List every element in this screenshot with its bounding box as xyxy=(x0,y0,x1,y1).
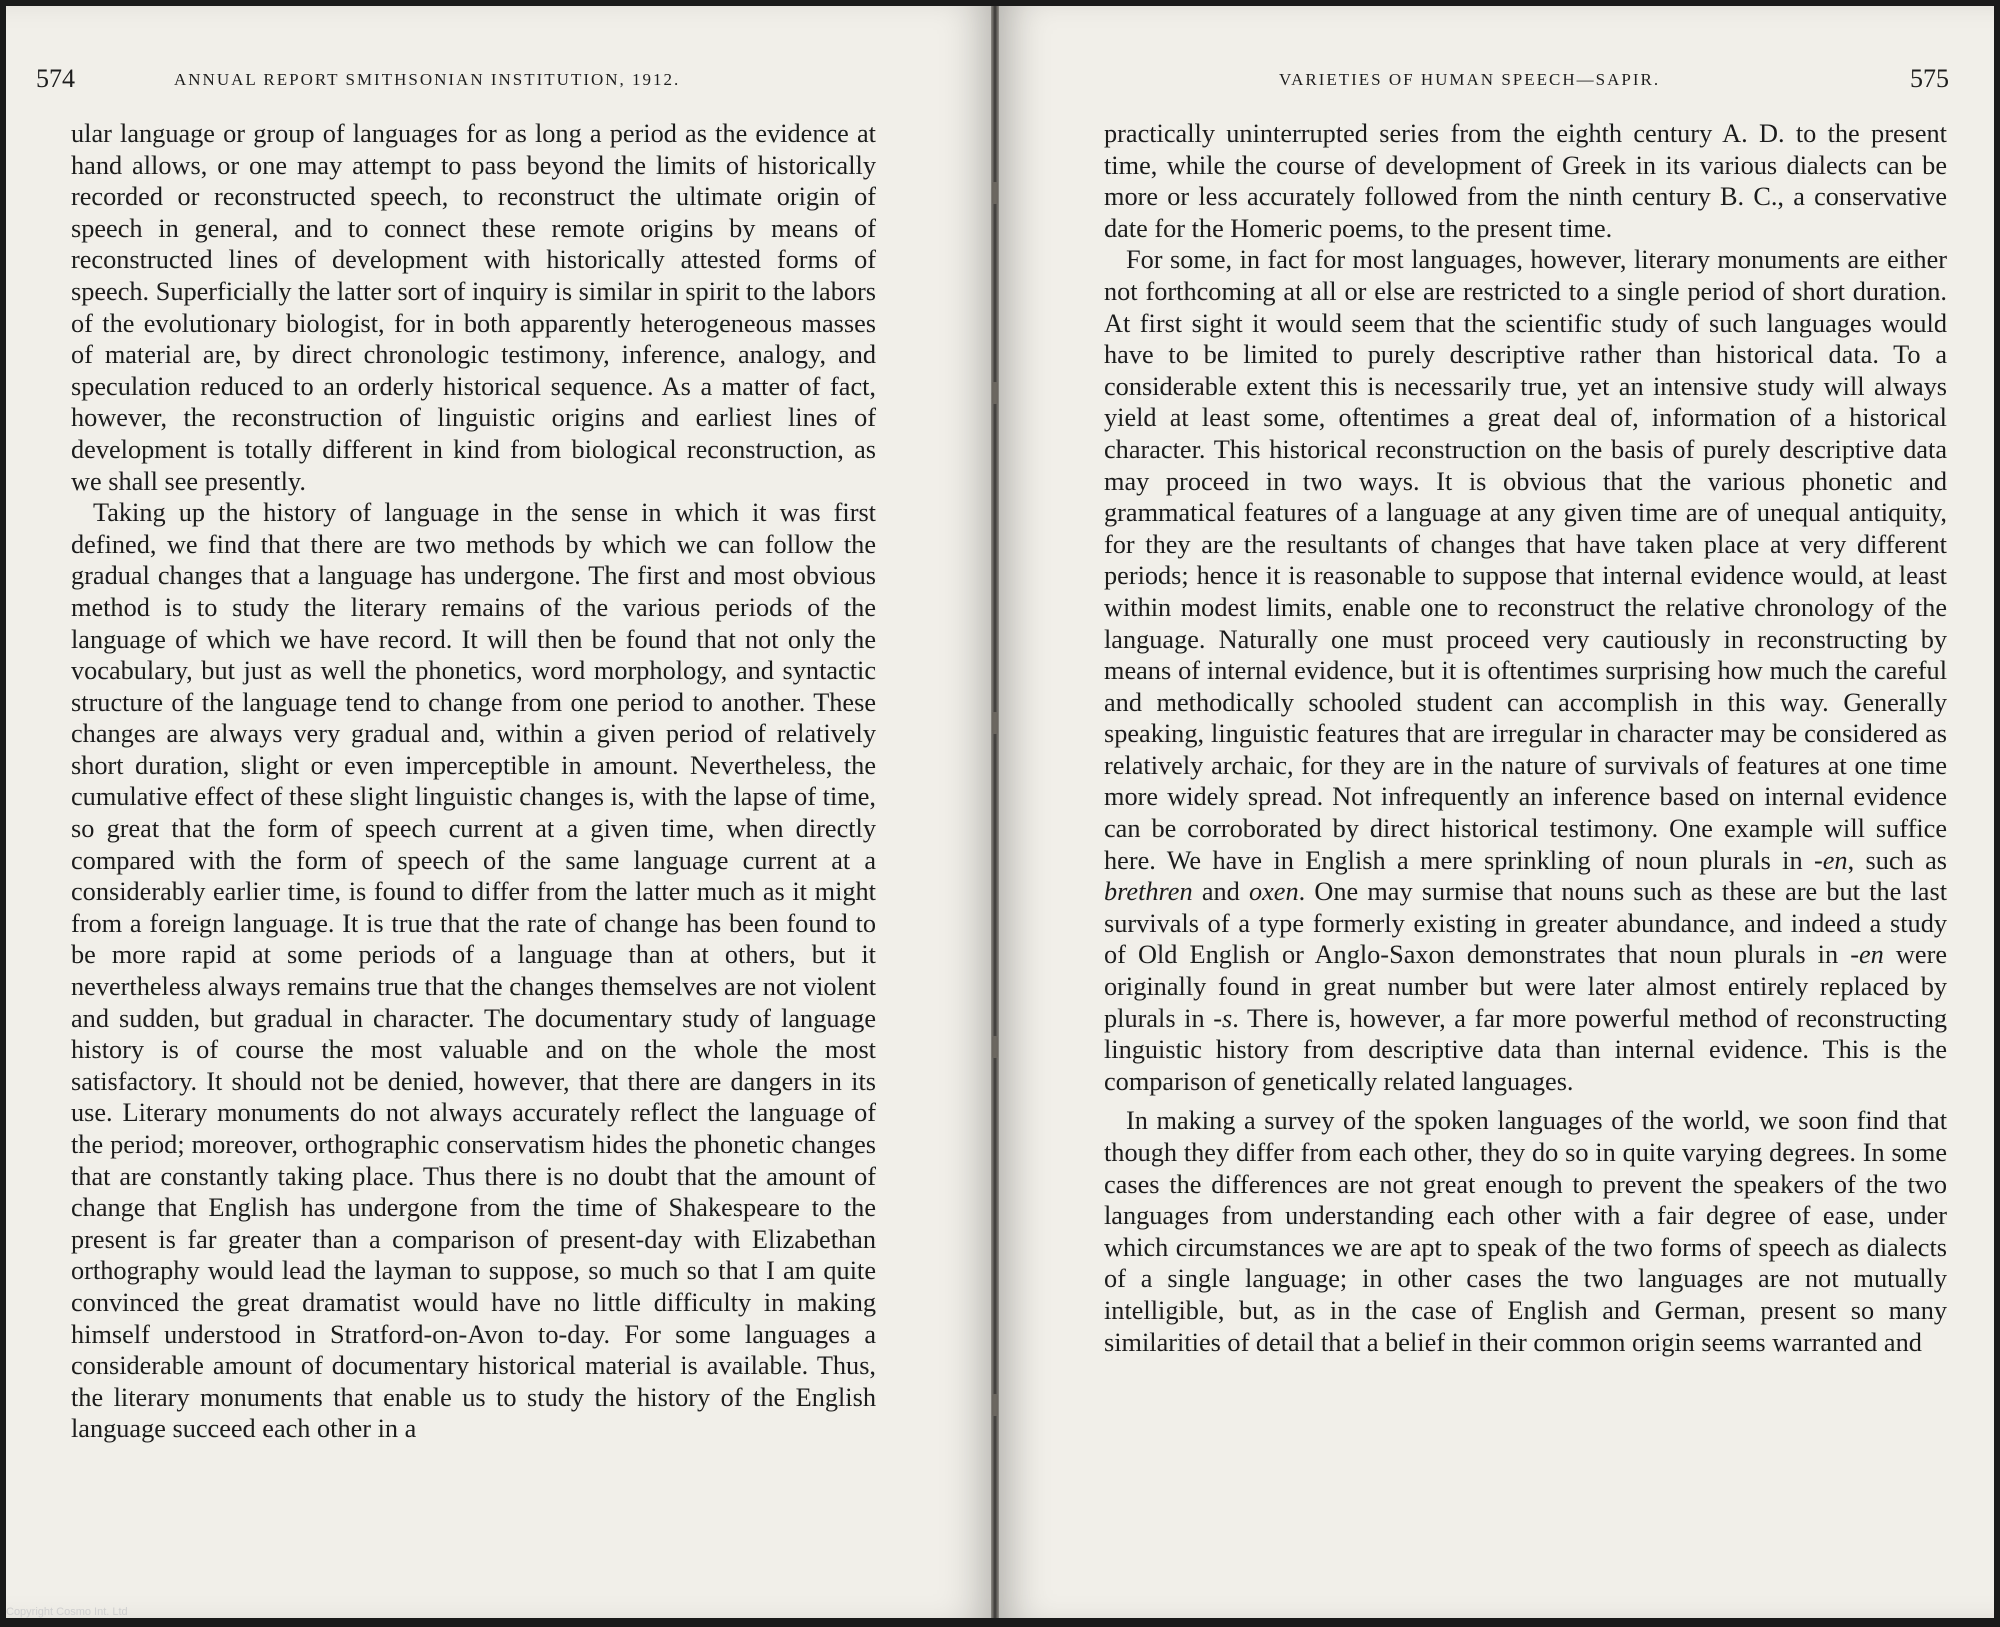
running-title-right: VARIETIES OF HUMAN SPEECH—SAPIR. xyxy=(1279,70,1661,89)
italic-suffix: -en xyxy=(1814,845,1848,875)
paragraph: ular language or group of languages for as long a period as the evidence at hand allows, or one may attempt to pass beyond the limits of historically recorded or reconstructed speech, to reconstruct the ultimate origin of speech in general, and to connect these remote origins by means of reconstructed lines of development with historically attested forms of speech. Superficially the latter sort of inquiry is similar in spirit to the labors of the evolutionary biologist, for in both apparently heterogeneous masses of material are, by direct chronologic testimony, inference, analogy, and speculation reduced to an orderly historical sequence. As a matter of fact, however, the reconstruction of linguistic origins and earliest lines of development is totally different in kind from biological reconstruction, as we shall see presently. xyxy=(71,119,876,496)
paragraph: In making a survey of the spoken languages of the world, we soon find that though they differ from each other, they do so in quite varying degrees. In some cases the differences are not great enough to prevent the speakers of the two languages from understanding each other with a fair degree of ease, under which circumstances we are apt to speak of the two forms of speech as dialects of a single language; in other cases the two languages are not mutually intelligible, but, as in the case of English and German, present so many similarities of detail that a belief in their common origin seems warranted and xyxy=(1104,1106,1947,1357)
book-gutter xyxy=(991,6,999,1618)
binding-stitch xyxy=(992,1036,998,1058)
binding-stitch xyxy=(992,1394,998,1416)
copyright-notice: Copyright Cosmo Int. Ltd xyxy=(6,1606,128,1618)
page-number-right: 575 xyxy=(1910,64,1949,93)
binding-stitch xyxy=(992,712,998,734)
italic-word: oxen xyxy=(1248,877,1299,907)
italic-word: brethren xyxy=(1104,877,1193,907)
italic-suffix: -s xyxy=(1213,1003,1233,1033)
left-page-text xyxy=(71,118,876,1445)
running-title-left: ANNUAL REPORT SMITHSONIAN INSTITUTION, 1912. xyxy=(174,70,681,89)
right-page xyxy=(999,6,1994,1618)
page-number-left: 574 xyxy=(36,64,75,93)
paragraph: practically uninterrupted series from the eighth century A. D. to the present time, while the course of development of Greek in its various dialects can be more or less accurately followed from the ninth century B. C., a conservative date for the Homeric poems, to the present time. xyxy=(1104,119,1947,243)
book-spread xyxy=(6,6,1994,1618)
left-page xyxy=(6,6,991,1618)
binding-stitch xyxy=(992,382,998,404)
binding-stitch xyxy=(992,182,998,204)
right-page-text xyxy=(1104,118,1947,1358)
paragraph: For some, in fact for most languages, however, literary monuments are either not forthcoming at all or else are restricted to a single period of short duration. At first sight it would seem that the scientific study of such languages would have to be limited to purely descriptive rather than historical data. To a considerable extent this is necessarily true, yet an intensive study will always yield at least some, oftentimes a great deal of, information of a historical character. This historical reconstruction on the basis of purely descriptive data may proceed in two ways. It is obvious that the various phonetic and grammatical features of a language at any given time are of unequal antiquity, for they are the resultants of changes that have taken place at very different periods; hence it is reasonable to suppose that internal evidence would, at least within modest limits, enable one to reconstruct the relative chronology of the language. Naturally one must proceed very cautiously in reconstructing by means of internal evidence, but it is oftentimes surprising how much the careful and methodically schooled student can accomplish in this way. Generally speaking, linguistic features that are irregular in character may be considered as relatively archaic, for they are in the nature of survivals of features at one time more widely spread. Not infrequently an inference based on internal evidence can be corroborated by direct historical testimony. One example will suffice here. We have in English a mere sprinkling of noun plurals in -en, such as brethren and oxen. One may surmise that nouns such as these are but the last survivals of a type formerly existing in greater abundance, and indeed a study of Old English or Anglo-Saxon demonstrates that noun plurals in -en were originally found in great number but were later almost entirely replaced by plurals in -s. There is, however, a far more powerful method of reconstructing linguistic history from descriptive data than internal evidence. This is the comparison of genetically related languages. xyxy=(1104,245,1948,1096)
italic-suffix: -en xyxy=(1850,940,1884,970)
paragraph: Taking up the history of language in the sense in which it was first defined, we find that there are two methods by which we can follow the gradual changes that a language has undergone. The first and most obvious method is to study the literary remains of the various periods of the language of which we have record. It will then be found that not only the vocabulary, but just as well the phonetics, word morphology, and syntactic structure of the language tend to change from one period to another. These changes are always very gradual and, within a given period of relatively short duration, slight or even imperceptible in amount. Nevertheless, the cumulative effect of these slight linguistic changes is, with the lapse of time, so great that the form of speech current at a given time, when directly compared with the form of speech of the same language current at a considerably earlier time, is found to differ from the latter much as it might from a foreign language. It is true that the rate of change has been found to be more rapid at some periods of a language than at others, but it nevertheless always remains true that the changes themselves are not violent and sudden, but gradual in character. The documentary study of language history is of course the most valuable and on the whole the most satisfactory. It should not be denied, however, that there are dangers in its use. Literary monuments do not always accurately reflect the language of the period; moreover, orthographic conservatism hides the phonetic changes that are constantly taking place. Thus there is no doubt that the amount of change that English has undergone from the time of Shakespeare to the present is far greater than a comparison of present-day with Elizabethan orthography would lead the layman to suppose, so much so that I am quite convinced the great dramatist would have no little difficulty in making himself understood in Stratford-on-Avon to-day. For some languages a considerable amount of documentary historical material is available. Thus, the literary monuments that enable us to study the history of the English language succeed each other in a xyxy=(71,498,876,1444)
